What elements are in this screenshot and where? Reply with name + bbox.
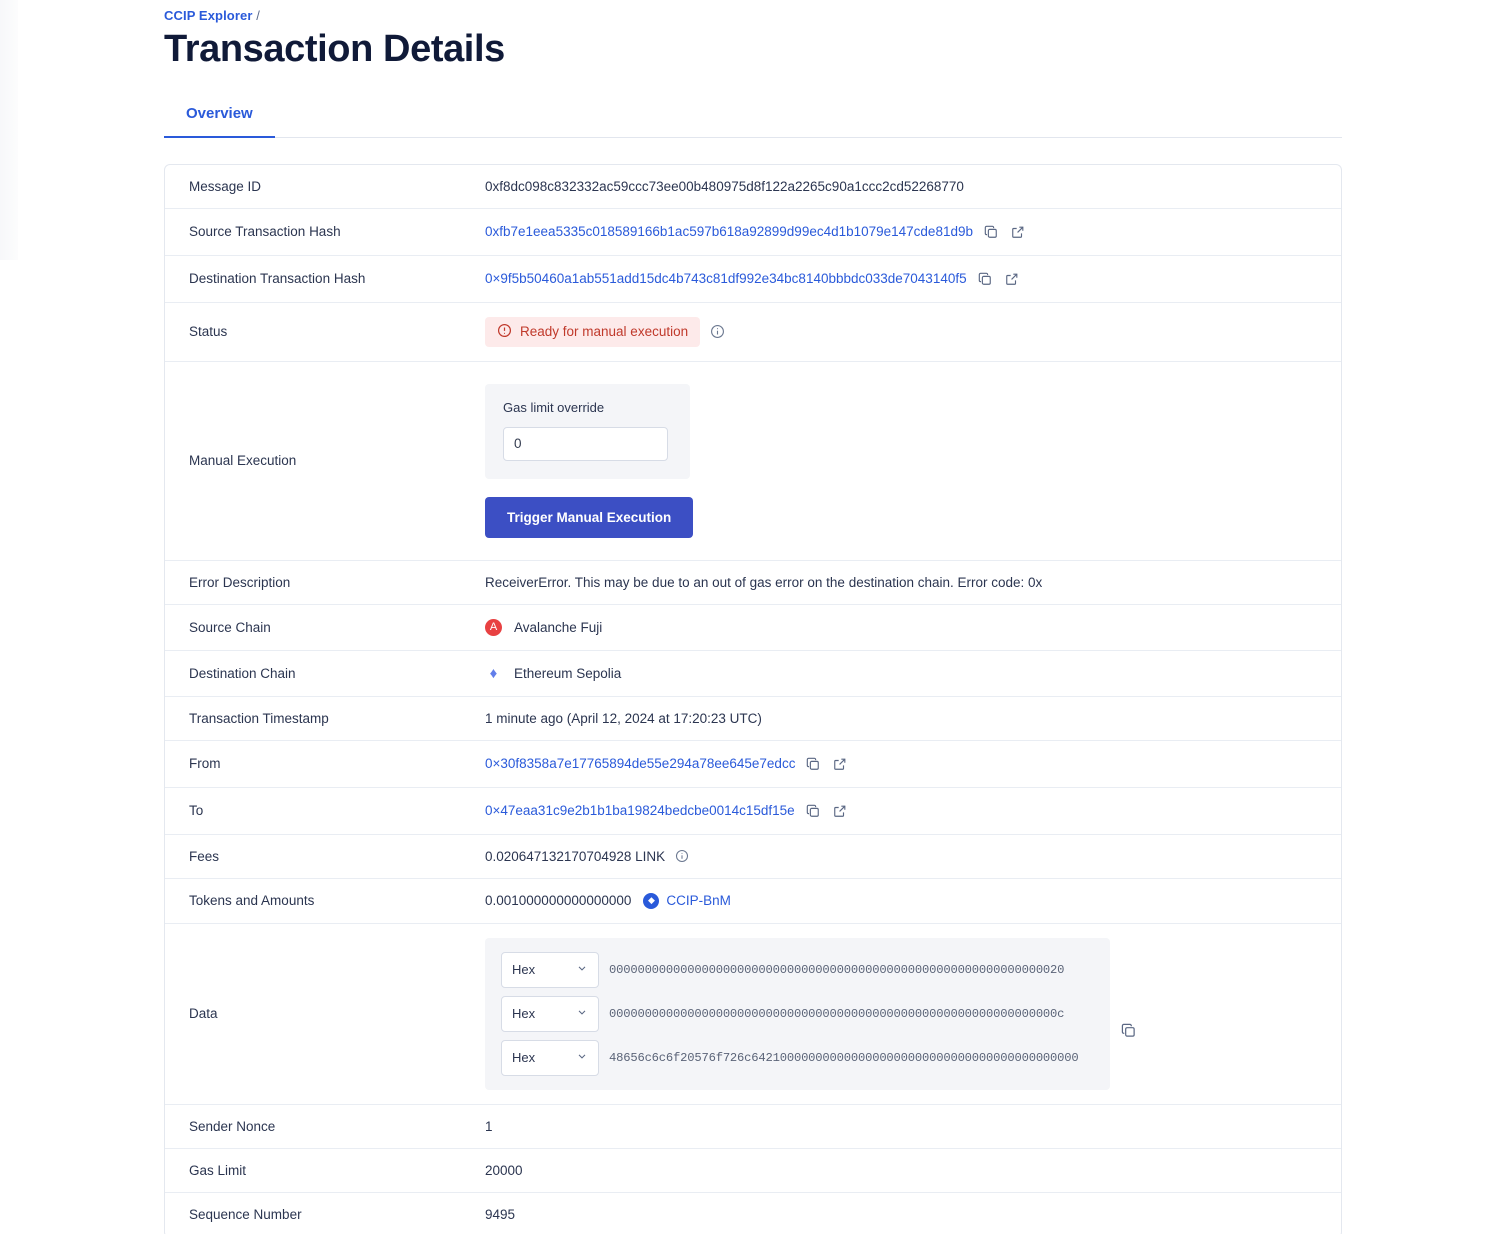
row-label-error-description: Error Description bbox=[189, 574, 291, 590]
external-link-icon[interactable] bbox=[1009, 223, 1027, 241]
from-address-link[interactable]: 0×30f8358a7e17765894de55e294a78ee645e7edcc bbox=[485, 756, 796, 772]
alert-circle-icon bbox=[497, 323, 512, 341]
row-label-timestamp: Transaction Timestamp bbox=[189, 710, 329, 726]
page-title: Transaction Details bbox=[164, 28, 505, 70]
breadcrumb-parent-link[interactable]: CCIP Explorer bbox=[164, 8, 253, 23]
copy-icon[interactable] bbox=[1119, 997, 1137, 1031]
source-tx-hash-link[interactable]: 0xfb7e1eea5335c018589166b1ac597b618a92899d99ec4d1b1079e147cde81d9b bbox=[485, 224, 973, 240]
breadcrumb bbox=[164, 8, 1342, 23]
row-label-source-chain: Source Chain bbox=[189, 619, 271, 635]
row-value-gas-limit: 20000 bbox=[485, 1162, 523, 1178]
row-value-status bbox=[485, 303, 1341, 361]
row-label-sender-nonce: Sender Nonce bbox=[189, 1118, 276, 1134]
row-label-gas-limit: Gas Limit bbox=[189, 1162, 247, 1178]
row-label-sequence-number: Sequence Number bbox=[189, 1207, 302, 1223]
data-format-select-1[interactable] bbox=[501, 996, 599, 1032]
row-value-source-tx-hash bbox=[485, 209, 1341, 255]
gas-limit-override-input[interactable] bbox=[503, 427, 668, 461]
table-row bbox=[165, 697, 1341, 741]
copy-icon[interactable] bbox=[976, 270, 994, 288]
copy-icon[interactable] bbox=[804, 755, 822, 773]
destination-chain bbox=[485, 665, 621, 682]
table-row bbox=[165, 1149, 1341, 1193]
table-row bbox=[165, 605, 1341, 651]
table-row bbox=[165, 651, 1341, 697]
avalanche-logo-icon: A bbox=[485, 619, 502, 636]
token-amount-value: 0.001000000000000000 bbox=[485, 893, 632, 909]
table-row bbox=[165, 362, 1341, 561]
table-row bbox=[165, 924, 1341, 1105]
row-label-destination-chain: Destination Chain bbox=[189, 665, 296, 681]
data-line bbox=[501, 1040, 1094, 1076]
external-link-icon[interactable] bbox=[831, 802, 849, 820]
tab-bar bbox=[164, 105, 1342, 138]
external-link-icon[interactable] bbox=[1003, 270, 1021, 288]
data-hex-value-1: 000000000000000000000000000000000000000000000000000000000000000c bbox=[609, 1006, 1065, 1021]
data-hex-value-0: 0000000000000000000000000000000000000000000000000000000000000020 bbox=[609, 962, 1065, 977]
row-value-error-description: ReceiverError. This may be due to an out of gas error on the destination chain. Error code: 0x bbox=[485, 574, 1043, 590]
table-row bbox=[165, 303, 1341, 362]
data-hex-value-2: 48656c6c6f20576f726c6421000000000000000000000000000000000000000000 bbox=[609, 1050, 1079, 1065]
ccip-token-icon: ◆ bbox=[643, 893, 659, 909]
gas-limit-override-label: Gas limit override bbox=[503, 399, 605, 415]
source-chain-label: Avalanche Fuji bbox=[514, 619, 603, 635]
row-value-to bbox=[485, 788, 1341, 834]
copy-icon[interactable] bbox=[982, 223, 1000, 241]
row-value-sender-nonce: 1 bbox=[485, 1118, 493, 1134]
table-row bbox=[165, 561, 1341, 605]
row-label-message-id: Message ID bbox=[189, 178, 262, 194]
row-label-source-tx-hash: Source Transaction Hash bbox=[189, 224, 341, 240]
page-edge-decoration bbox=[0, 0, 18, 260]
token-symbol-link[interactable]: CCIP-BnM bbox=[666, 893, 731, 909]
table-row bbox=[165, 879, 1341, 924]
data-line bbox=[501, 952, 1094, 988]
tab-overview[interactable]: Overview bbox=[164, 105, 275, 138]
row-value-source-chain bbox=[485, 605, 1341, 650]
row-value-fees bbox=[485, 835, 1341, 878]
chevron-down-icon bbox=[576, 1006, 588, 1021]
info-icon[interactable] bbox=[675, 849, 690, 864]
row-value-destination-chain bbox=[485, 651, 1341, 696]
details-table bbox=[164, 164, 1342, 1234]
row-value-destination-tx-hash bbox=[485, 256, 1341, 302]
row-label-data: Data bbox=[189, 1006, 218, 1022]
row-value-timestamp: 1 minute ago (April 12, 2024 at 17:20:23 UTC) bbox=[485, 710, 762, 726]
table-row bbox=[165, 741, 1341, 788]
data-panel bbox=[485, 938, 1110, 1090]
row-label-from: From bbox=[189, 756, 221, 772]
table-row bbox=[165, 209, 1341, 256]
gas-limit-override-panel bbox=[485, 384, 690, 479]
chevron-down-icon bbox=[576, 962, 588, 977]
data-format-value-1: Hex bbox=[512, 1006, 536, 1022]
row-value-tokens-amounts bbox=[485, 879, 1341, 923]
ethereum-logo-icon: ♦ bbox=[485, 665, 502, 682]
data-line bbox=[501, 996, 1094, 1032]
copy-icon[interactable] bbox=[804, 802, 822, 820]
chevron-down-icon bbox=[576, 1050, 588, 1065]
data-format-select-0[interactable] bbox=[501, 952, 599, 988]
message-id-value: 0xf8dc098c832332ac59ccc73ee00b480975d8f122a2265c90a1ccc2cd52268770 bbox=[485, 178, 964, 194]
row-value-manual-execution bbox=[485, 362, 1341, 560]
status-badge bbox=[485, 317, 700, 347]
status-label: Ready for manual execution bbox=[520, 324, 689, 340]
table-row bbox=[165, 165, 1341, 209]
destination-chain-label: Ethereum Sepolia bbox=[514, 665, 622, 681]
row-label-tokens-amounts: Tokens and Amounts bbox=[189, 893, 315, 909]
row-value-from bbox=[485, 741, 1341, 787]
data-format-value-0: Hex bbox=[512, 962, 536, 978]
trigger-manual-execution-button[interactable]: Trigger Manual Execution bbox=[485, 497, 693, 538]
row-value-sequence-number: 9495 bbox=[485, 1207, 516, 1223]
to-address-link[interactable]: 0×47eaa31c9e2b1b1ba19824bedcbe0014c15df15e bbox=[485, 803, 795, 819]
source-chain bbox=[485, 619, 602, 636]
data-format-select-2[interactable] bbox=[501, 1040, 599, 1076]
row-label-fees: Fees bbox=[189, 848, 220, 864]
row-label-manual-execution: Manual Execution bbox=[189, 453, 297, 469]
data-lines bbox=[501, 952, 1094, 1076]
data-format-value-2: Hex bbox=[512, 1050, 536, 1066]
breadcrumb-separator: / bbox=[256, 8, 260, 23]
table-row bbox=[165, 835, 1341, 879]
table-row bbox=[165, 256, 1341, 303]
row-label-to: To bbox=[189, 803, 204, 819]
external-link-icon[interactable] bbox=[831, 755, 849, 773]
table-row bbox=[165, 788, 1341, 835]
table-row bbox=[165, 1193, 1341, 1234]
info-icon[interactable] bbox=[710, 324, 725, 339]
row-label-status: Status bbox=[189, 324, 228, 340]
destination-tx-hash-link[interactable]: 0×9f5b50460a1ab551add15dc4b743c81df992e34bc8140bbbdc033de7043140f5 bbox=[485, 271, 967, 287]
row-label-destination-tx-hash: Destination Transaction Hash bbox=[189, 271, 366, 287]
fees-value: 0.020647132170704928 LINK bbox=[485, 848, 666, 864]
row-value-data bbox=[485, 924, 1341, 1104]
table-row bbox=[165, 1105, 1341, 1149]
row-value-message-id bbox=[485, 165, 1341, 208]
